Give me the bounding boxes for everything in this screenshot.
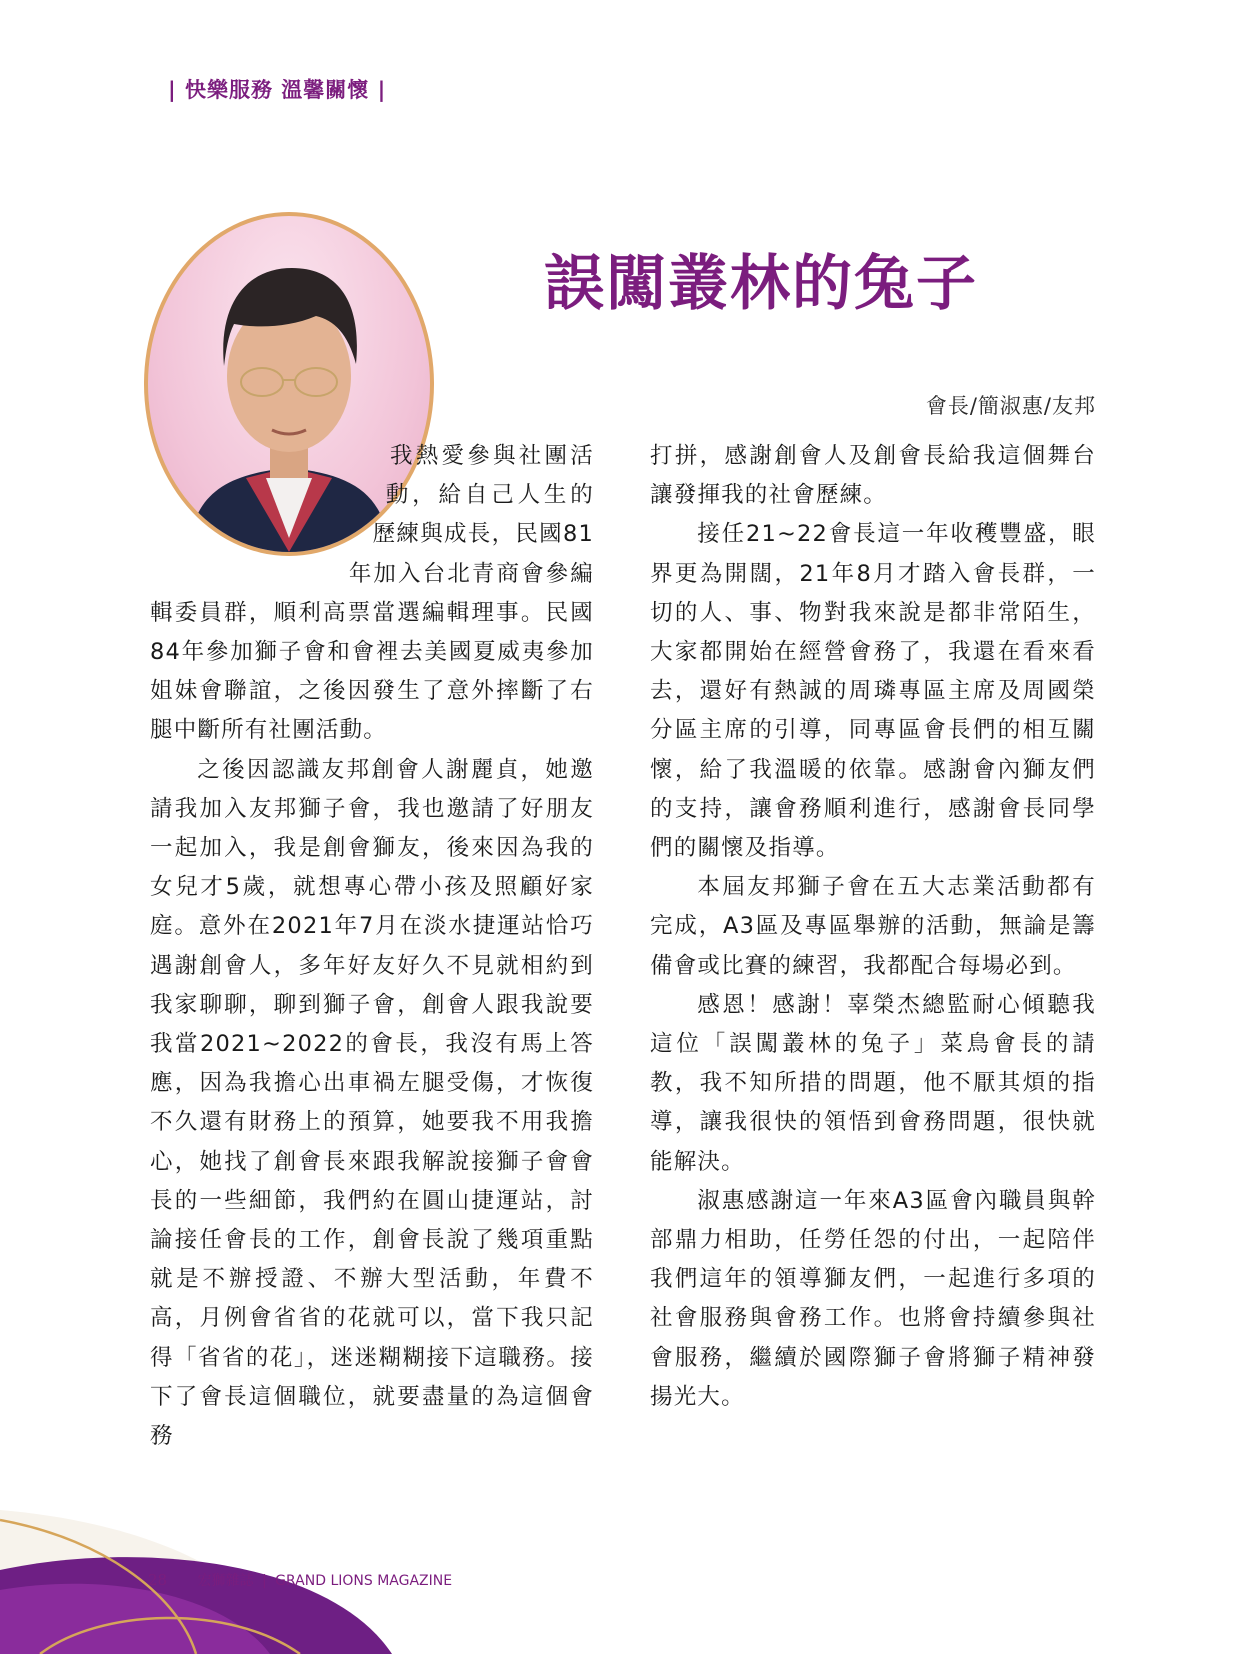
page-footer: [148, 1570, 452, 1590]
article-author: 會長/簡淑惠/友邦: [925, 394, 1096, 418]
paragraph: 淑惠感謝這一年來A3區會內職員與幹部鼎力相助，任勞任怨的付出，一起陪伴我們這年的領導獅友們，一起進行多項的社會服務與會務工作。也將會持續參與社會服務，繼續於國際獅子會將獅子精神發揚光大。: [650, 1187, 1096, 1410]
paragraph: 打拼，感謝創會人及創會長給我這個舞台讓發揮我的社會歷練。: [650, 443, 1096, 509]
paragraph: 感恩！感謝！辜榮杰總監耐心傾聽我這位「誤闖叢林的兔子」菜鳥會長的請教，我不知所措的問題，他不厭其煩的指導，讓我很快的領悟到會務問題，很快就能解決。: [650, 991, 1096, 1175]
magazine-name-en: GRAND LIONS MAGAZINE: [275, 1573, 453, 1589]
article-title: 誤闖叢林的兔子: [544, 249, 978, 319]
paragraph: 本屆友邦獅子會在五大志業活動都有完成，A3區及專區舉辦的活動，無論是籌備會或比賽的練習，我都配合每場必到。: [650, 874, 1096, 979]
page-number: 28: [148, 1571, 168, 1589]
paragraph: 我熱愛參與社團活動，給自己人生的歷練與成長，民國81年加入台北青商會參編輯委員群，順利高票當選編輯理事。民國84年參加獅子會和會裡去美國夏威夷參加姐妹會聯誼，之後因發生了意外摔斷了右腿中斷所有社團活動。: [150, 443, 594, 744]
paragraph: 接任21~22會長這一年收穫豐盛，眼界更為開闊，21年8月才踏入會長群，一切的人、事、物對我來說是都非常陌生，大家都開始在經營會務了，我還在看來看去，還好有熱誠的周璘專區主席及周國榮分區主席的引導，同專區會長們的相互關懷，給了我溫暖的依靠。感謝會內獅友們的支持，讓會務順利進行，感謝會長同學們的關懷及指導。: [650, 521, 1096, 862]
article-right-column: [650, 437, 1096, 1417]
magazine-name-cn: 宏獅雜誌: [197, 1573, 254, 1589]
article-left-column: [150, 437, 594, 1456]
footer-separator: |: [262, 1573, 267, 1589]
paragraph: 之後因認識友邦創會人謝麗貞，她邀請我加入友邦獅子會，我也邀請了好朋友一起加入，我是創會獅友，後來因為我的女兒才5歲，就想專心帶小孩及照顧好家庭。意外在2021年7月在淡水捷運站恰巧遇謝創會人，多年好友好久不見就相約到我家聊聊，聊到獅子會，創會人跟我說要我當2021~2022的會長，我沒有馬上答應，因為我擔心出車禍左腿受傷，才恢復不久還有財務上的預算，她要我不用我擔心，她找了創會長來跟我解說接獅子會會長的一些細節，我們約在圓山捷運站，討論接任會長的工作，創會長說了幾項重點就是不辦授證、不辦大型活動，年費不高，月例會省省的花就可以，當下我只記得「省省的花」，迷迷糊糊接下這職務。接下了會長這個職位，就要盡量的為這個會務: [150, 756, 594, 1450]
section-header: | 快樂服務 溫馨關懷 |: [168, 78, 387, 102]
